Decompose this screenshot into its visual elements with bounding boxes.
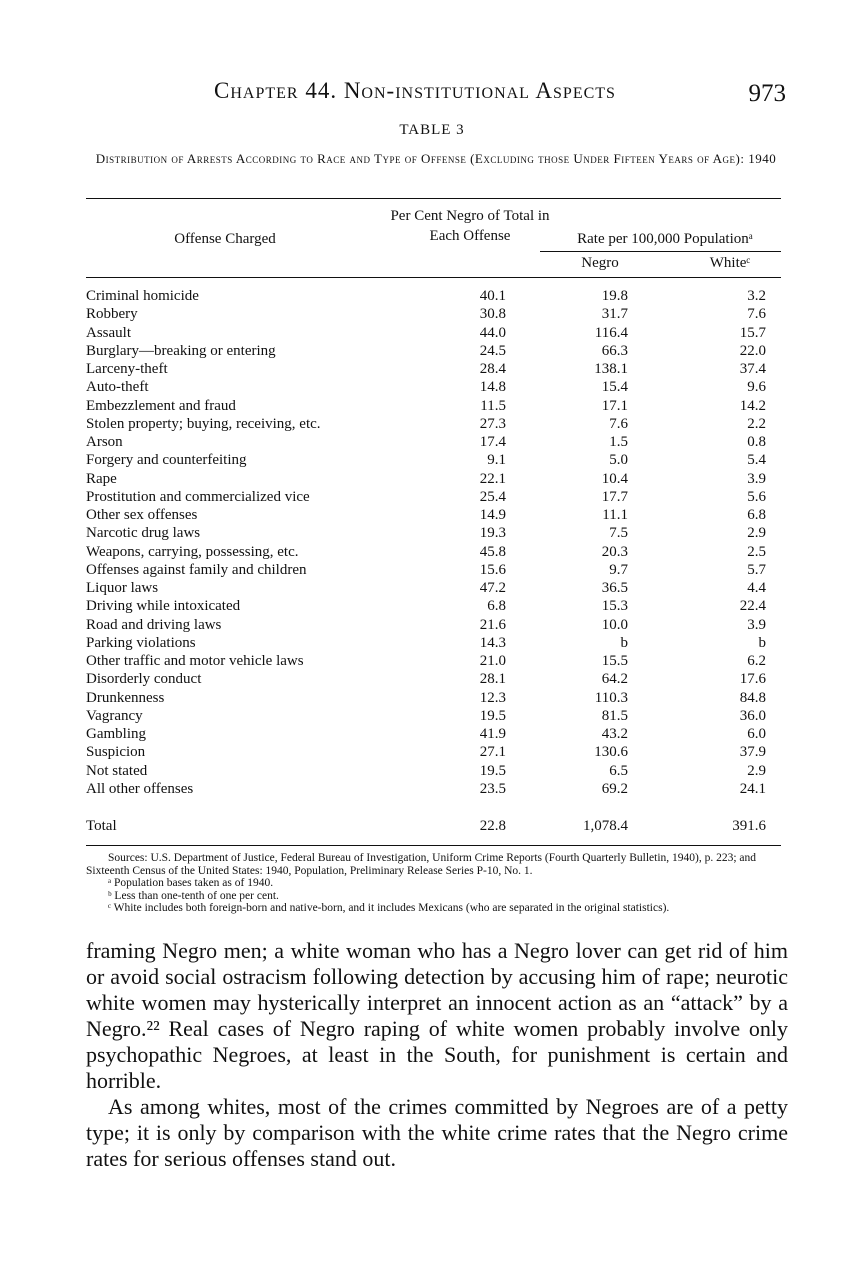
offense-cell: Assault (86, 324, 131, 341)
offense-cell: Rape (86, 470, 117, 487)
white-rate-cell: 2.9 (747, 525, 766, 542)
negro-rate-cell: 9.7 (609, 561, 628, 578)
negro-rate-cell: 64.2 (601, 671, 628, 688)
table-body (86, 287, 786, 798)
offense-cell: Driving while intoxicated (86, 598, 241, 615)
offense-cell: Burglary—breaking or entering (86, 342, 276, 359)
table-row (86, 397, 786, 415)
table-notes (86, 852, 786, 915)
negro-rate-cell: 6.5 (609, 762, 628, 779)
percent-cell: 44.0 (479, 324, 506, 341)
percent-cell: 9.1 (487, 452, 506, 469)
white-rate-cell: 14.2 (739, 397, 766, 414)
white-rate-cell: 24.1 (739, 780, 766, 797)
white-rate-cell: 5.4 (747, 452, 766, 469)
offense-cell: Embezzlement and fraud (86, 397, 236, 414)
white-rate-cell: b (758, 634, 766, 651)
white-rate-cell: 2.9 (747, 762, 766, 779)
offense-cell: Gambling (86, 726, 146, 742)
footnote-a: ᵃ Population bases taken as of 1940. (108, 877, 274, 889)
total-negro-rate: 1,078.4 (583, 818, 628, 834)
offense-cell: All other offenses (86, 780, 194, 797)
percent-cell: 27.3 (479, 415, 506, 432)
table-top-rule (86, 198, 781, 199)
white-rate-cell: 22.0 (739, 342, 766, 359)
table-row (86, 579, 786, 597)
column-header-white: Whiteᶜ (709, 255, 751, 271)
paragraph-2: As among whites, most of the crimes committed by Negroes are of a petty type; it is only by comparison with the white crime rates that the Negro crime rates for serious offenses stand out. (86, 1094, 788, 1171)
percent-cell: 11.5 (480, 397, 506, 414)
offense-cell: Vagrancy (86, 707, 143, 724)
negro-rate-cell: 19.8 (601, 288, 628, 304)
negro-rate-cell: 110.3 (594, 689, 628, 706)
white-rate-cell: 37.9 (739, 744, 766, 761)
offense-cell: Arson (86, 434, 123, 450)
percent-cell: 47.2 (479, 580, 506, 596)
table-row (86, 597, 786, 615)
percent-cell: 40.1 (479, 288, 506, 304)
total-white-rate: 391.6 (732, 818, 766, 834)
table-row (86, 670, 786, 688)
negro-rate-cell: 31.7 (601, 306, 628, 323)
offense-cell: Disorderly conduct (86, 671, 202, 688)
table-row (86, 470, 786, 488)
negro-rate-cell: 10.4 (601, 470, 628, 487)
white-rate-cell: 9.6 (747, 379, 766, 396)
percent-cell: 28.1 (479, 671, 506, 688)
white-rate-cell: 6.2 (747, 653, 766, 669)
column-header-rate: Rate per 100,000 Populationᵃ (577, 231, 753, 247)
white-rate-cell: 22.4 (739, 598, 766, 615)
offense-cell: Prostitution and commercialized vice (86, 488, 310, 505)
offense-cell: Parking violations (86, 634, 196, 651)
column-header-negro: Negro (581, 255, 619, 271)
total-percent: 22.8 (479, 818, 506, 834)
offense-cell: Drunkenness (86, 689, 165, 706)
table-row (86, 433, 786, 451)
table-row (86, 488, 786, 506)
percent-cell: 19.5 (479, 762, 506, 779)
white-rate-cell: 3.9 (747, 616, 766, 633)
negro-rate-cell: 130.6 (594, 744, 628, 761)
negro-rate-cell: 20.3 (601, 543, 628, 560)
column-header-percent: Per Cent Negro of Total in Each Offense (390, 208, 550, 244)
paragraph-1: framing Negro men; a white woman who has a Negro lover can get rid of him or avoid social ostracism following detection by accusing him of rape; neurotic white women may hysterically interpret an innocent action as an “attack” by a Negro.²² Real cases of Negro raping of white women probably involve only psychopathic Negroes, at least in the South, for punishment is certain and horrible. (86, 938, 788, 1093)
table-label: TABLE 3 (399, 122, 465, 138)
percent-cell: 23.5 (479, 780, 506, 797)
offense-cell: Liquor laws (86, 580, 159, 596)
offense-cell: Narcotic drug laws (86, 525, 201, 542)
negro-rate-cell: 7.5 (609, 525, 628, 542)
negro-rate-cell: 81.5 (601, 707, 628, 724)
percent-cell: 45.8 (479, 543, 506, 560)
percent-cell: 17.4 (479, 434, 506, 450)
table-row (86, 324, 786, 342)
negro-rate-cell: 5.0 (609, 452, 628, 469)
percent-cell: 24.5 (479, 342, 506, 359)
table-row (86, 506, 786, 524)
percent-cell: 14.8 (479, 379, 506, 396)
table-row (86, 524, 786, 542)
percent-cell: 15.6 (479, 561, 506, 578)
body-text (86, 938, 788, 1172)
negro-rate-cell: 15.3 (601, 598, 628, 615)
offense-cell: Robbery (86, 306, 138, 323)
table-row (86, 543, 786, 561)
offense-cell: Other traffic and motor vehicle laws (86, 653, 304, 669)
negro-rate-cell: 10.0 (601, 616, 628, 633)
page-number: 973 (748, 80, 786, 107)
negro-rate-cell: 43.2 (601, 726, 628, 742)
offense-cell: Auto-theft (86, 379, 149, 396)
table-row (86, 415, 786, 433)
percent-cell: 19.5 (479, 707, 506, 724)
percent-cell: 27.1 (479, 744, 506, 761)
negro-rate-cell: 69.2 (601, 780, 628, 797)
white-rate-cell: 5.6 (747, 488, 766, 505)
table-row (86, 780, 786, 798)
offense-cell: Other sex offenses (86, 507, 198, 523)
footnote-c: ᶜ White includes both foreign-born and native-born, and it includes Mexicans (who are separated in the original statistics). (108, 902, 670, 914)
white-rate-cell: 84.8 (739, 689, 766, 706)
white-rate-cell: 6.0 (747, 726, 766, 742)
white-rate-cell: 2.5 (747, 543, 766, 560)
table-row (86, 762, 786, 780)
offense-cell: Weapons, carrying, possessing, etc. (86, 543, 299, 560)
white-rate-cell: 3.9 (747, 470, 766, 487)
negro-rate-cell: 15.5 (601, 653, 628, 669)
offense-cell: Offenses against family and children (86, 561, 307, 578)
negro-rate-cell: 116.4 (594, 324, 628, 341)
header-bottom-rule (86, 277, 781, 278)
table-caption: Distribution of Arrests According to Race and Type of Offense (Excluding those Under Fifteen Years of Age): 1940 (95, 151, 777, 166)
percent-cell: 21.6 (479, 616, 506, 633)
table-row (86, 616, 786, 634)
percent-cell: 21.0 (479, 653, 506, 669)
table-row (86, 652, 786, 670)
offense-cell: Suspicion (86, 744, 146, 761)
negro-rate-cell: 66.3 (601, 342, 628, 359)
total-label: Total (86, 818, 117, 834)
white-rate-cell: 3.2 (747, 288, 766, 304)
percent-cell: 6.8 (487, 598, 506, 615)
percent-cell: 41.9 (479, 726, 506, 742)
column-header-offense: Offense Charged (174, 231, 276, 247)
table-row (86, 725, 786, 743)
offense-cell: Forgery and counterfeiting (86, 452, 247, 469)
percent-cell: 30.8 (479, 306, 506, 323)
offense-cell: Criminal homicide (86, 288, 199, 304)
chapter-title: Chapter 44. Non-institutional Aspects (214, 78, 616, 103)
white-rate-cell: 17.6 (739, 671, 766, 688)
table-row (86, 707, 786, 725)
negro-rate-cell: 17.7 (601, 488, 628, 505)
negro-rate-cell: 36.5 (601, 580, 628, 596)
white-rate-cell: 5.7 (747, 561, 766, 578)
negro-rate-cell: b (620, 634, 628, 651)
table-row (86, 743, 786, 761)
offense-cell: Stolen property; buying, receiving, etc. (86, 415, 321, 432)
white-rate-cell: 4.4 (747, 580, 766, 596)
table-total-row (86, 818, 786, 838)
table-row (86, 451, 786, 469)
negro-rate-cell: 17.1 (601, 397, 628, 414)
negro-rate-cell: 7.6 (609, 415, 628, 432)
table-row (86, 287, 786, 305)
source-note: Sources: U.S. Department of Justice, Federal Bureau of Investigation, Uniform Crime Reports (Fourth Quarterly Bulletin, 1940), p. 223; and Sixteenth Census of the United States: 1940, Population, Preliminary Release Series P-10, No. 1. (86, 852, 757, 877)
negro-rate-cell: 15.4 (601, 379, 628, 396)
percent-cell: 14.9 (479, 507, 506, 523)
offense-cell: Larceny-theft (86, 361, 168, 377)
rate-subheader-rule (540, 251, 781, 252)
negro-rate-cell: 11.1 (602, 507, 628, 523)
white-rate-cell: 36.0 (739, 707, 766, 724)
percent-cell: 19.3 (479, 525, 506, 542)
white-rate-cell: 15.7 (739, 324, 766, 341)
offense-cell: Not stated (86, 762, 148, 779)
percent-cell: 28.4 (479, 361, 506, 377)
table-row (86, 689, 786, 707)
running-head (86, 78, 786, 114)
percent-cell: 14.3 (479, 634, 506, 651)
table-bottom-rule (86, 845, 781, 846)
footnote-b: ᵇ Less than one-tenth of one per cent. (108, 889, 279, 902)
table-row (86, 305, 786, 323)
negro-rate-cell: 1.5 (609, 434, 628, 450)
percent-cell: 22.1 (479, 470, 506, 487)
table-row (86, 561, 786, 579)
white-rate-cell: 37.4 (739, 361, 766, 377)
white-rate-cell: 7.6 (747, 306, 766, 323)
table-row (86, 378, 786, 396)
table-row (86, 634, 786, 652)
white-rate-cell: 2.2 (747, 415, 766, 432)
table-row (86, 360, 786, 378)
percent-cell: 12.3 (479, 689, 506, 706)
table-row (86, 342, 786, 360)
negro-rate-cell: 138.1 (594, 361, 628, 377)
percent-cell: 25.4 (479, 488, 506, 505)
white-rate-cell: 6.8 (747, 507, 766, 523)
white-rate-cell: 0.8 (747, 434, 766, 450)
offense-cell: Road and driving laws (86, 616, 222, 633)
